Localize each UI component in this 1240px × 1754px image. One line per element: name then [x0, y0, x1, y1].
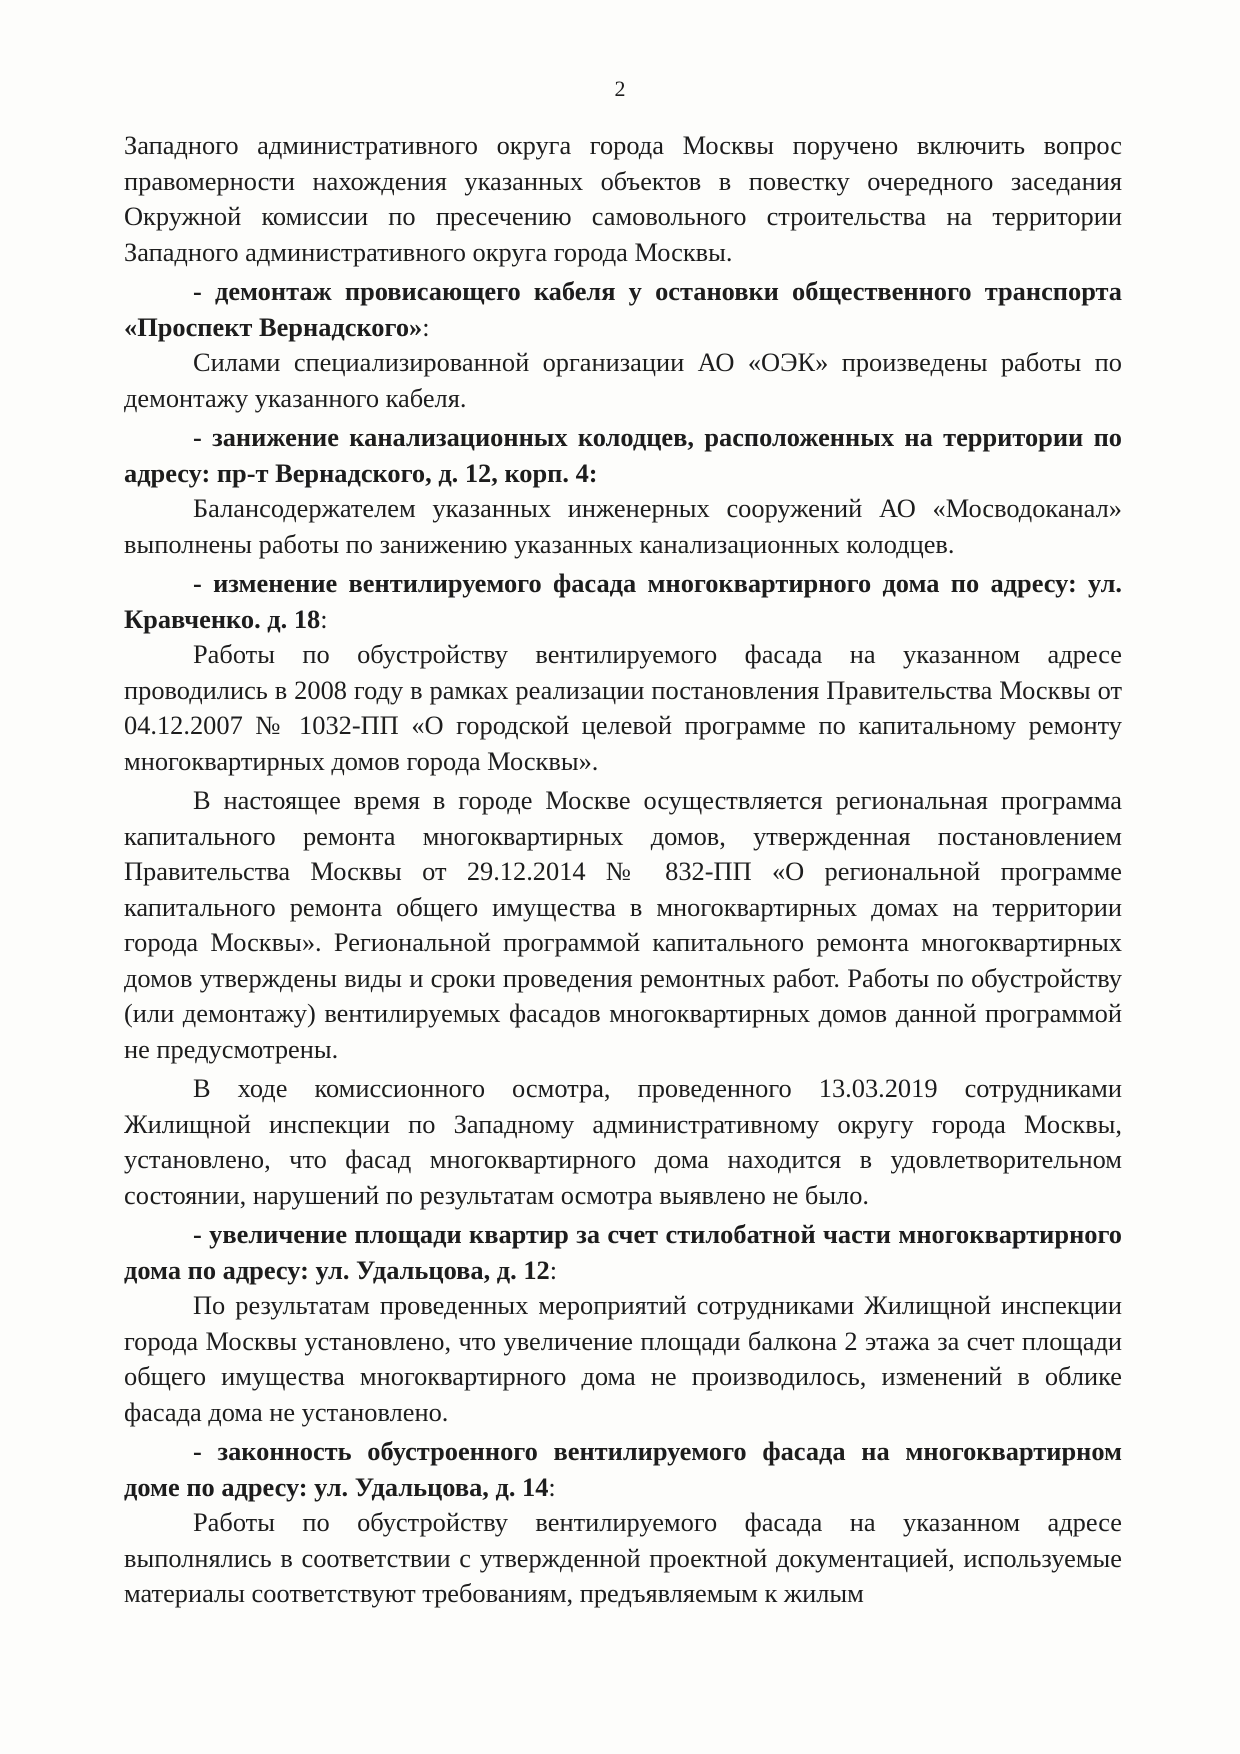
paragraph-inspection: В ходе комиссионного осмотра, проведенного 13.03.2019 сотрудниками Жилищной инспекции по Западному административному округу города Москвы, установлено, что фасад многоквартирного дома находится в удовлетворительном состоянии, нарушений по результатам осмотра выявлено не было.: [124, 1073, 1122, 1210]
paragraph-continuation: Западного административного округа города Москвы поручено включить вопрос правомерности нахождения указанных объектов в повестку очередного заседания Окружной комиссии по пресечению самовольного строительства на территории Западного административного округа города Москвы.: [124, 130, 1122, 267]
heading-tail: :: [549, 1254, 558, 1285]
paragraph-facade-udaltsova: Работы по обустройству вентилируемого фасада на указанном адресе выполнялись в соответствии с утвержденной проектной документацией, используемые материалы соответствуют требованиям, предъявляемым к жилым: [124, 1507, 1122, 1608]
heading-tail: :: [548, 1471, 556, 1502]
section-heading-cable: [124, 274, 1122, 345]
paragraph-facade-2008: Работы по обустройству вентилируемого фасада на указанном адресе проводились в 2008 году в рамках реализации постановления Правительства Москвы от 04.12.2007 № 1032-ПП «О городской целевой программе по капитальному ремонту многоквартирных домов города Москвы».: [124, 639, 1122, 776]
heading-text: - изменение вентилируемого фасада многоквартирного дома по адресу: ул. Кравченко. д. 18: [124, 568, 1122, 634]
paragraph-cable: Силами специализированной организации АО «ОЭК» произведены работы по демонтажу указанного кабеля.: [124, 347, 1122, 413]
heading-text: - законность обустроенного вентилируемого фасада на многоквартирном доме по адресу: ул. Удальцова, д. 14: [124, 1436, 1122, 1502]
heading-text: - увеличение площади квартир за счет стилобатной части многоквартирного дома по адресу: ул. Удальцова, д. 12: [124, 1219, 1122, 1285]
page-number: 2: [614, 76, 626, 101]
document-body: [124, 128, 1122, 1612]
section-heading-area-increase: [124, 1217, 1122, 1288]
section-heading-manholes: [124, 420, 1122, 491]
paragraph-regional-program: В настоящее время в городе Москве осуществляется региональная программа капитального ремонта многоквартирных домов, утвержденная постановлением Правительства Москвы от 29.12.2014 № 832-ПП «О региональной программе капитального ремонта общего имущества в многоквартирных домах на территории города Москвы». Региональной программой капитального ремонта многоквартирных домов утверждены виды и сроки проведения ремонтных работ. Работы по обустройству (или демонтажу) вентилируемых фасадов многоквартирных домов данной программой не предусмотрены.: [124, 785, 1122, 1064]
heading-tail: :: [422, 311, 430, 342]
heading-tail: :: [320, 603, 328, 634]
heading-text: - демонтаж провисающего кабеля у остановки общественного транспорта «Проспект Вернадского»: [124, 276, 1122, 342]
paragraph-area-increase: По результатам проведенных мероприятий сотрудниками Жилищной инспекции города Москвы установлено, что увеличение площади балкона 2 этажа за счет площади общего имущества многоквартирного дома не производилось, изменений в облике фасада дома не установлено.: [124, 1290, 1122, 1427]
section-heading-facade-kravchenko: [124, 566, 1122, 637]
paragraph-manholes: Балансодержателем указанных инженерных сооружений АО «Мосводоканал» выполнены работы по занижению указанных канализационных колодцев.: [124, 493, 1122, 559]
heading-text: - занижение канализационных колодцев, расположенных на территории по адресу: пр-т Вернадского, д. 12, корп. 4:: [124, 422, 1122, 488]
section-heading-facade-udaltsova: [124, 1434, 1122, 1505]
